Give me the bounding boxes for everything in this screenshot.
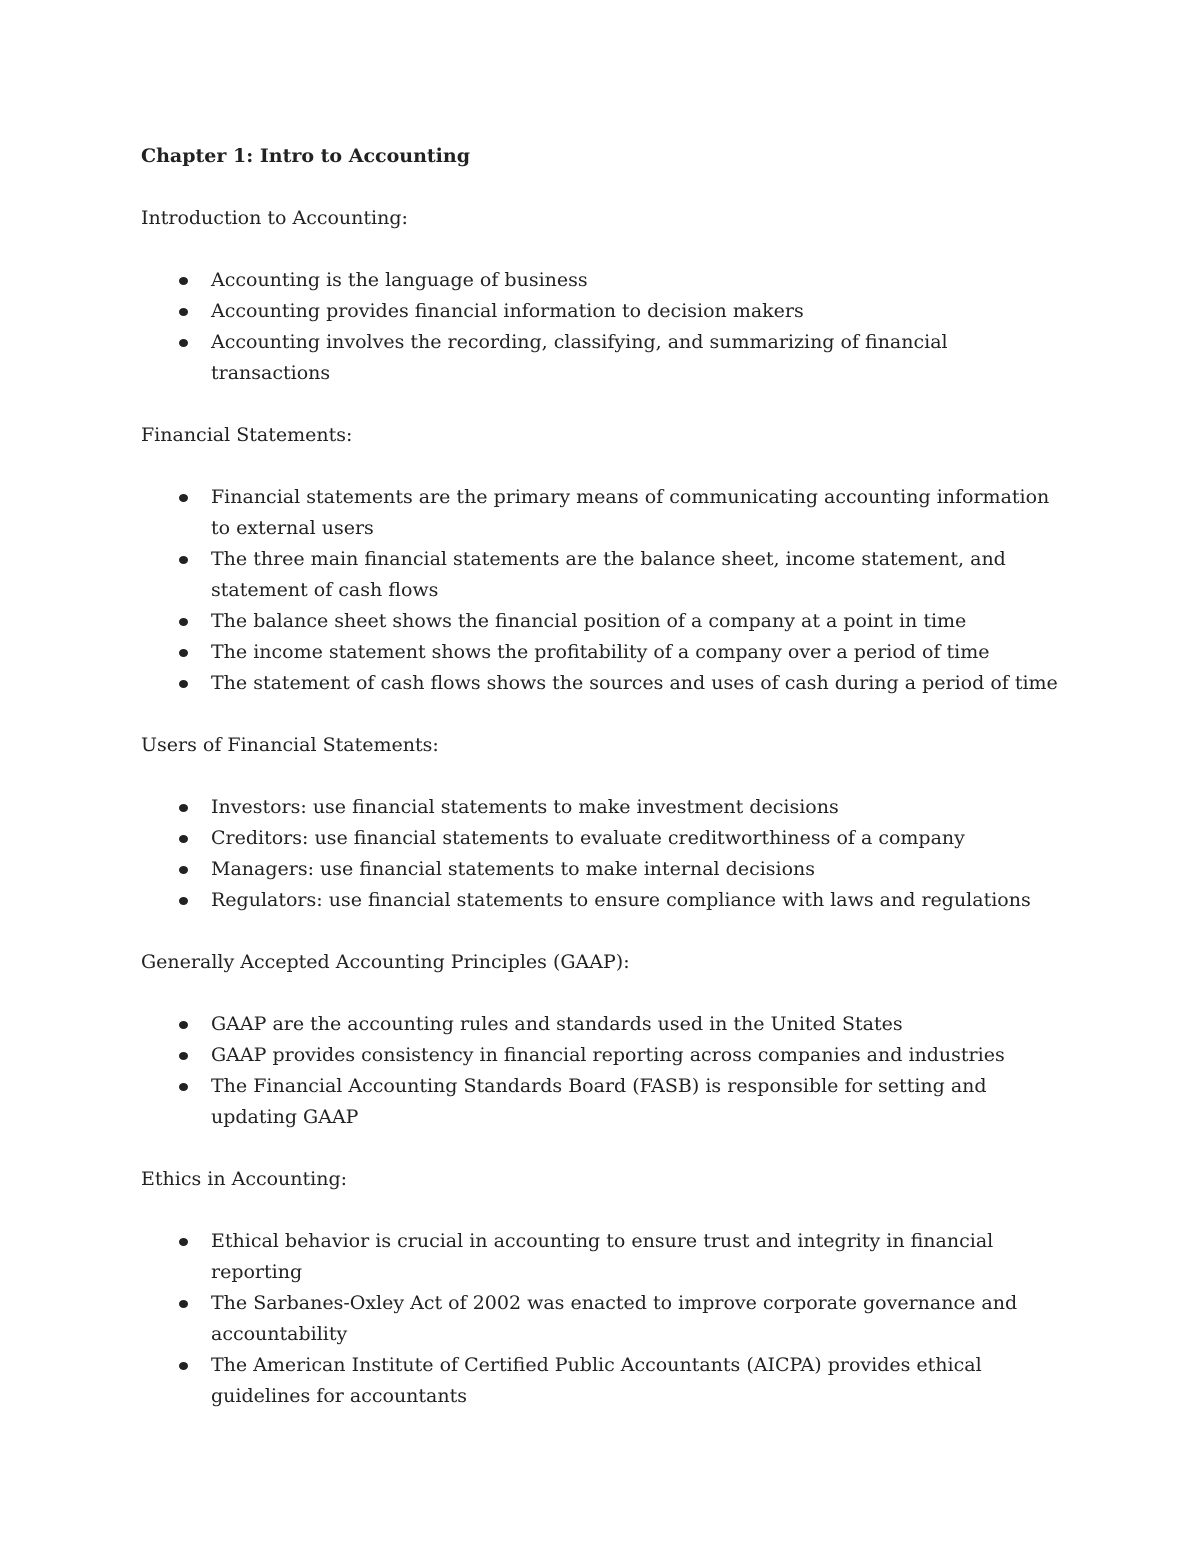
list-item-text: GAAP are the accounting rules and standards used in the United States <box>211 1013 903 1035</box>
bullet-list <box>141 1009 1080 1133</box>
list-item <box>141 1009 1061 1040</box>
list-item-text: Accounting involves the recording, classifying, and summarizing of financial transactions <box>211 331 948 384</box>
section-heading: Users of Financial Statements: <box>141 734 439 756</box>
bullet-icon <box>179 1052 188 1060</box>
list-item <box>141 637 1061 668</box>
list-item-text: GAAP provides consistency in financial reporting across companies and industries <box>211 1044 1005 1066</box>
list-item <box>141 792 1061 823</box>
bullet-icon <box>179 494 188 502</box>
list-item <box>141 885 1061 916</box>
section-heading: Generally Accepted Accounting Principles (GAAP): <box>141 951 630 973</box>
list-item <box>141 854 1061 885</box>
document-title: Chapter 1: Intro to Accounting <box>141 145 470 167</box>
list-item-text: The statement of cash flows shows the sources and uses of cash during a period of time <box>211 672 1058 694</box>
bullet-icon <box>179 1083 188 1091</box>
list-item-text: Ethical behavior is crucial in accounting to ensure trust and integrity in financial reporting <box>211 1230 994 1283</box>
section <box>141 203 1080 389</box>
list-item <box>141 1226 1061 1288</box>
document-body <box>141 203 1080 1412</box>
list-item-text: The Financial Accounting Standards Board (FASB) is responsible for setting and updating GAAP <box>211 1075 987 1128</box>
list-item-text: The three main financial statements are the balance sheet, income statement, and statement of cash flows <box>211 548 1006 601</box>
list-item <box>141 296 1061 327</box>
list-item <box>141 823 1061 854</box>
list-item-text: Creditors: use financial statements to evaluate creditworthiness of a company <box>211 827 965 849</box>
section-heading: Ethics in Accounting: <box>141 1168 348 1190</box>
list-item-text: The balance sheet shows the financial position of a company at a point in time <box>211 610 967 632</box>
section <box>141 1164 1080 1412</box>
list-item <box>141 606 1061 637</box>
list-item <box>141 544 1061 606</box>
bullet-icon <box>179 897 188 905</box>
list-item <box>141 265 1061 296</box>
section <box>141 730 1080 916</box>
list-item-text: Regulators: use financial statements to ensure compliance with laws and regulations <box>211 889 1031 911</box>
bullet-icon <box>179 339 188 347</box>
list-item <box>141 1288 1061 1350</box>
list-item-text: Managers: use financial statements to make internal decisions <box>211 858 816 880</box>
bullet-icon <box>179 835 188 843</box>
section-heading: Introduction to Accounting: <box>141 207 408 229</box>
bullet-icon <box>179 1021 188 1029</box>
list-item-text: Investors: use financial statements to make investment decisions <box>211 796 839 818</box>
bullet-icon <box>179 649 188 657</box>
bullet-list <box>141 1226 1080 1412</box>
bullet-icon <box>179 1238 188 1246</box>
list-item-text: The American Institute of Certified Public Accountants (AICPA) provides ethical guidelines for accountants <box>211 1354 982 1407</box>
section <box>141 420 1080 699</box>
list-item <box>141 668 1061 699</box>
bullet-list <box>141 792 1080 916</box>
list-item-text: Accounting provides financial information to decision makers <box>211 300 804 322</box>
bullet-icon <box>179 804 188 812</box>
list-item <box>141 1040 1061 1071</box>
list-item <box>141 482 1061 544</box>
bullet-icon <box>179 556 188 564</box>
bullet-icon <box>179 618 188 626</box>
list-item-text: The Sarbanes-Oxley Act of 2002 was enacted to improve corporate governance and accountability <box>211 1292 1018 1345</box>
list-item-text: The income statement shows the profitability of a company over a period of time <box>211 641 990 663</box>
list-item <box>141 1071 1061 1133</box>
list-item <box>141 1350 1061 1412</box>
section <box>141 947 1080 1133</box>
bullet-icon <box>179 308 188 316</box>
bullet-icon <box>179 277 188 285</box>
bullet-list <box>141 265 1080 389</box>
list-item <box>141 327 1061 389</box>
bullet-icon <box>179 1300 188 1308</box>
bullet-list <box>141 482 1080 699</box>
section-heading: Financial Statements: <box>141 424 353 446</box>
list-item-text: Financial statements are the primary means of communicating accounting information to external users <box>211 486 1050 539</box>
list-item-text: Accounting is the language of business <box>211 269 588 291</box>
bullet-icon <box>179 1362 188 1370</box>
bullet-icon <box>179 866 188 874</box>
bullet-icon <box>179 680 188 688</box>
